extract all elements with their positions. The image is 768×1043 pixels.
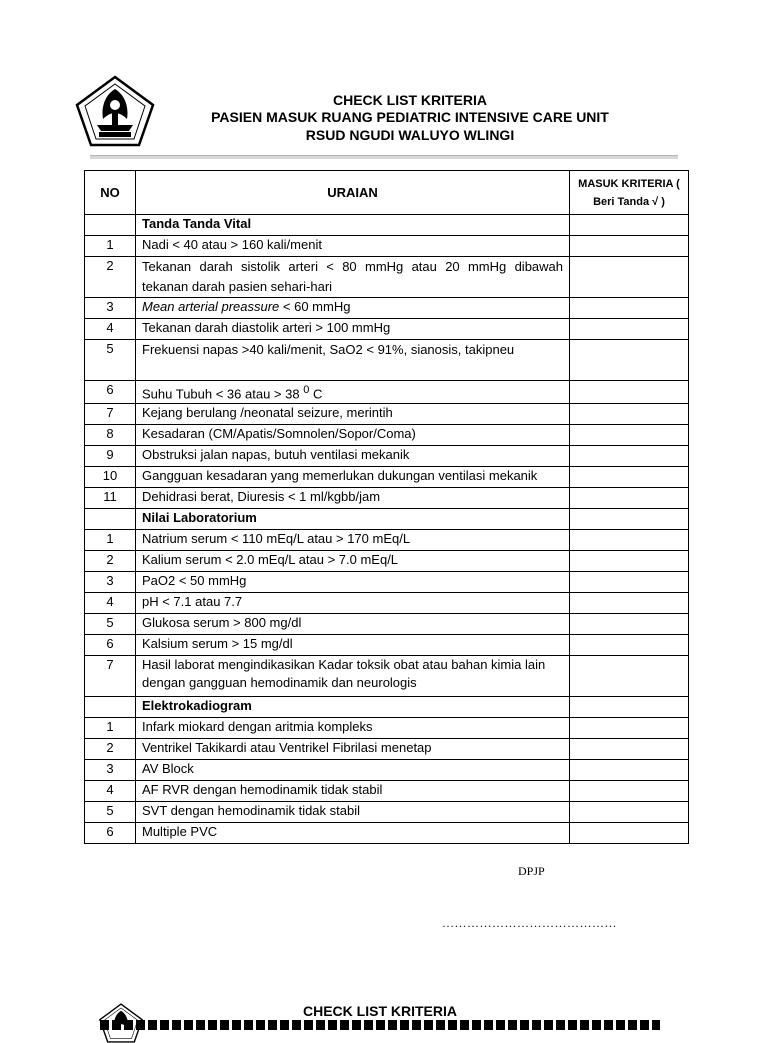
item-text: Tekanan darah diastolik arteri > 100 mmHg <box>142 320 391 335</box>
item-text: Ventrikel Takikardi atau Ventrikel Fibrilasi menetap <box>142 740 432 756</box>
table-row <box>85 739 689 760</box>
section-no-cell <box>85 697 136 718</box>
criteria-mark-cell[interactable] <box>570 614 689 635</box>
regency-logo <box>75 75 155 147</box>
item-description <box>136 530 570 551</box>
item-description <box>136 718 570 739</box>
table-row <box>85 593 689 614</box>
table-row <box>85 381 689 404</box>
item-description <box>136 298 570 319</box>
item-text: Hasil laborat mengindikasikan Kadar toksik obat atau bahan kimia lain dengan gangguan hemodinamik dan neurologis <box>142 657 546 691</box>
table-row <box>85 656 689 697</box>
signature-label: DPJP <box>518 864 545 878</box>
item-number: 7 <box>85 656 136 697</box>
item-description <box>136 614 570 635</box>
item-description <box>136 802 570 823</box>
item-text: Frekuensi napas >40 kali/menit, SaO2 < 91%, sianosis, takipneu <box>142 342 515 357</box>
item-number: 4 <box>85 319 136 340</box>
criteria-mark-cell[interactable] <box>570 236 689 257</box>
section-title: Tanda Tanda Vital <box>136 215 570 236</box>
criteria-mark-cell[interactable] <box>570 697 689 718</box>
criteria-mark-cell[interactable] <box>570 257 689 298</box>
item-suffix: C <box>309 386 323 402</box>
table-row <box>85 488 689 509</box>
item-text: PaO2 < 50 mmHg <box>142 573 247 589</box>
table-row <box>85 760 689 781</box>
item-text-italic: Mean arterial preassure <box>142 299 280 314</box>
item-text: pH < 7.1 atau 7.7 <box>142 594 243 610</box>
item-text: Natrium serum < 110 mEq/L atau > 170 mEq/L <box>142 531 411 547</box>
item-text: Kejang berulang /neonatal seizure, merintih <box>142 405 393 421</box>
criteria-mark-cell[interactable] <box>570 298 689 319</box>
criteria-mark-cell[interactable] <box>570 509 689 530</box>
item-number: 3 <box>85 572 136 593</box>
header-title: CHECK LIST KRITERIA <box>333 92 487 108</box>
regency-emblem-icon <box>75 75 155 147</box>
item-description <box>136 488 570 509</box>
table-row <box>85 530 689 551</box>
criteria-mark-cell[interactable] <box>570 425 689 446</box>
criteria-mark-cell[interactable] <box>570 718 689 739</box>
table-row <box>85 425 689 446</box>
item-number: 8 <box>85 425 136 446</box>
item-number: 5 <box>85 614 136 635</box>
item-text: Suhu Tubuh < 36 atau > 38 <box>142 386 300 402</box>
section-row <box>85 509 689 530</box>
table-row <box>85 718 689 739</box>
criteria-mark-cell[interactable] <box>570 739 689 760</box>
item-description <box>136 551 570 572</box>
section-title: Nilai Laboratorium <box>136 509 570 530</box>
item-description <box>136 404 570 425</box>
item-text: Kalsium serum > 15 mg/dl <box>142 636 293 652</box>
item-description <box>136 381 570 404</box>
item-text: AV Block <box>142 761 194 777</box>
next-page-subtitle-cutoff <box>100 1020 660 1030</box>
section-row <box>85 697 689 718</box>
col-criteria-mark-header: MASUK KRITERIA ( Beri Tanda √ ) <box>570 171 689 215</box>
item-description <box>136 760 570 781</box>
item-number: 5 <box>85 802 136 823</box>
table-row <box>85 319 689 340</box>
criteria-mark-cell[interactable] <box>570 656 689 697</box>
item-text: Kalium serum < 2.0 mEq/L atau > 7.0 mEq/L <box>142 552 399 568</box>
item-number: 6 <box>85 823 136 844</box>
next-page-title: CHECK LIST KRITERIA <box>303 1003 457 1019</box>
item-number: 5 <box>85 340 136 381</box>
item-text: Infark miokard dengan aritmia kompleks <box>142 719 373 735</box>
item-number: 11 <box>85 488 136 509</box>
item-description <box>136 635 570 656</box>
table-row <box>85 298 689 319</box>
item-number: 1 <box>85 236 136 257</box>
item-text: Dehidrasi berat, Diuresis < 1 ml/kgbb/jam <box>142 489 381 505</box>
item-number: 3 <box>85 760 136 781</box>
table-row <box>85 467 689 488</box>
criteria-table-body <box>85 215 689 844</box>
item-text: < 60 mmHg <box>279 299 351 314</box>
item-description <box>136 236 570 257</box>
item-description <box>136 319 570 340</box>
table-row <box>85 572 689 593</box>
item-number: 3 <box>85 298 136 319</box>
col-description-header: URAIAN <box>136 171 570 215</box>
item-number: 6 <box>85 635 136 656</box>
item-description <box>136 425 570 446</box>
item-text: Tekanan darah sistolik arteri < 80 mmHg atau 20 mmHg dibawah tekanan darah pasien sehari-hari <box>142 259 563 294</box>
criteria-mark-cell[interactable] <box>570 530 689 551</box>
criteria-mark-cell[interactable] <box>570 319 689 340</box>
item-number: 1 <box>85 530 136 551</box>
table-header-row <box>85 171 689 215</box>
criteria-mark-cell[interactable] <box>570 215 689 236</box>
item-number: 1 <box>85 718 136 739</box>
section-no-cell <box>85 215 136 236</box>
item-text: SVT dengan hemodinamik tidak stabil <box>142 803 360 819</box>
criteria-mark-cell[interactable] <box>570 340 689 381</box>
item-description <box>136 572 570 593</box>
item-description <box>136 257 570 298</box>
item-description <box>136 739 570 760</box>
item-number: 6 <box>85 381 136 404</box>
item-number: 2 <box>85 551 136 572</box>
item-description <box>136 656 570 697</box>
criteria-mark-cell[interactable] <box>570 551 689 572</box>
item-number: 7 <box>85 404 136 425</box>
item-description <box>136 823 570 844</box>
item-text: AF RVR dengan hemodinamik tidak stabil <box>142 782 383 798</box>
table-row <box>85 781 689 802</box>
criteria-mark-cell[interactable] <box>570 572 689 593</box>
item-number: 4 <box>85 781 136 802</box>
criteria-mark-cell[interactable] <box>570 404 689 425</box>
table-row <box>85 802 689 823</box>
item-text: Glukosa serum > 800 mg/dl <box>142 615 302 631</box>
item-text: Obstruksi jalan napas, butuh ventilasi mekanik <box>142 447 410 463</box>
item-description <box>136 781 570 802</box>
table-row <box>85 614 689 635</box>
header-subtitle: PASIEN MASUK RUANG PEDIATRIC INTENSIVE CARE UNIT <box>211 109 609 125</box>
item-number: 9 <box>85 446 136 467</box>
signature-line: …………………………………… <box>442 916 617 930</box>
criteria-mark-cell[interactable] <box>570 446 689 467</box>
table-row <box>85 551 689 572</box>
item-number: 10 <box>85 467 136 488</box>
criteria-mark-cell[interactable] <box>570 802 689 823</box>
criteria-table <box>84 170 689 844</box>
table-row <box>85 257 689 298</box>
item-text: Multiple PVC <box>142 824 218 840</box>
criteria-mark-cell[interactable] <box>570 488 689 509</box>
table-row <box>85 635 689 656</box>
item-text: Gangguan kesadaran yang memerlukan dukungan ventilasi mekanik <box>142 468 538 484</box>
criteria-mark-cell[interactable] <box>570 635 689 656</box>
item-description <box>136 593 570 614</box>
criteria-mark-cell[interactable] <box>570 467 689 488</box>
criteria-mark-cell[interactable] <box>570 781 689 802</box>
table-row <box>85 823 689 844</box>
section-row <box>85 215 689 236</box>
col-no-header: NO <box>85 171 136 215</box>
header-hospital-name: RSUD NGUDI WALUYO WLINGI <box>305 127 515 143</box>
criteria-mark-cell[interactable] <box>570 760 689 781</box>
item-number: 2 <box>85 739 136 760</box>
item-superscript: 0 <box>303 384 310 396</box>
table-row <box>85 340 689 381</box>
section-no-cell <box>85 509 136 530</box>
table-row <box>85 446 689 467</box>
criteria-mark-cell[interactable] <box>570 823 689 844</box>
criteria-mark-cell[interactable] <box>570 593 689 614</box>
item-description <box>136 467 570 488</box>
header-divider <box>90 155 678 159</box>
table-row <box>85 236 689 257</box>
item-number: 4 <box>85 593 136 614</box>
item-text: Kesadaran (CM/Apatis/Somnolen/Sopor/Coma) <box>142 426 416 442</box>
item-text: Nadi < 40 atau > 160 kali/menit <box>142 237 322 252</box>
item-description <box>136 340 570 381</box>
criteria-mark-cell[interactable] <box>570 381 689 404</box>
item-description <box>136 446 570 467</box>
table-row <box>85 404 689 425</box>
item-number: 2 <box>85 257 136 298</box>
section-title: Elektrokadiogram <box>136 697 570 718</box>
